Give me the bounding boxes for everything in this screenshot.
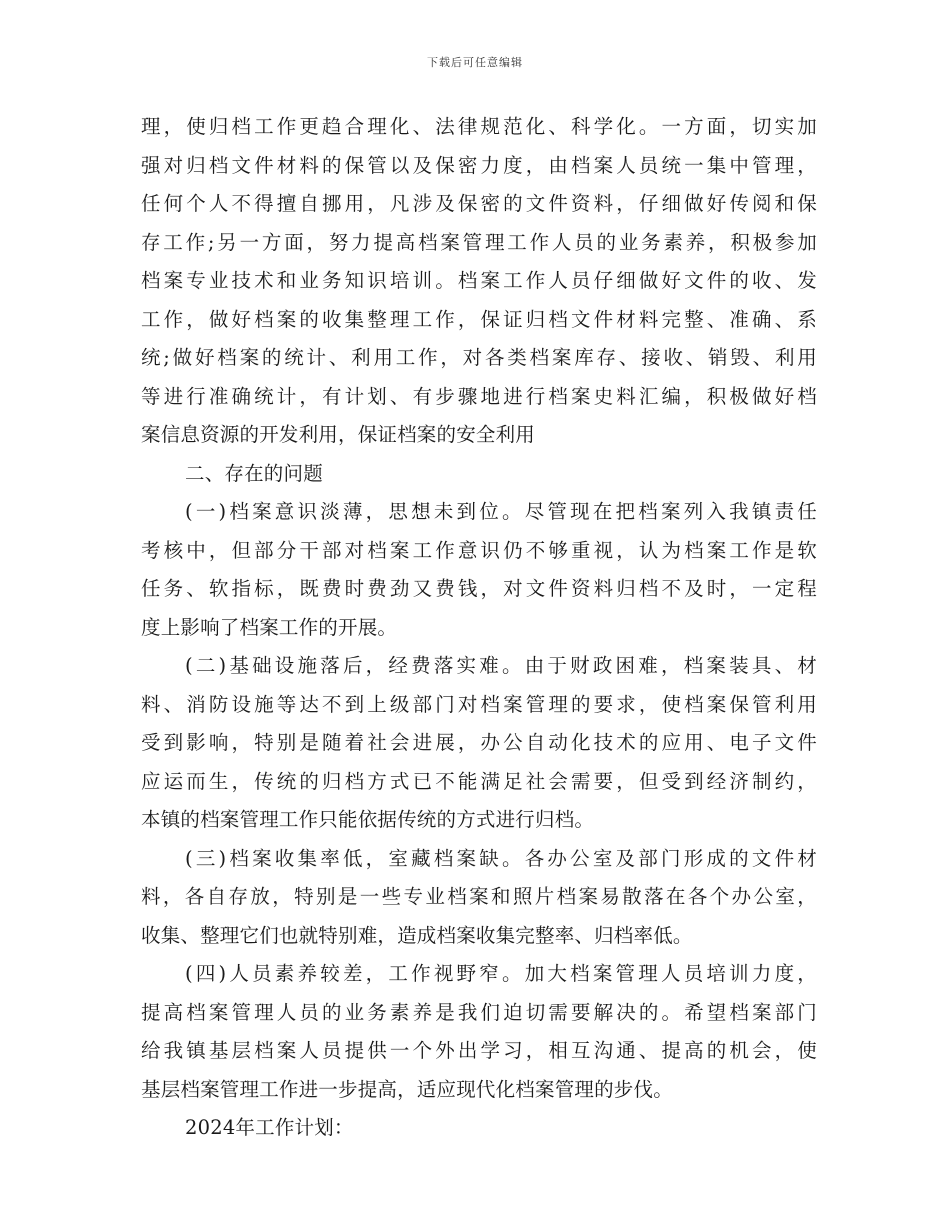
text-line: 案信息资源的开发利用，保证档案的安全利用 bbox=[141, 423, 536, 446]
text-line: 收集、整理它们也就特别难，造成档案收集完整率、归档率低。 bbox=[141, 923, 693, 947]
paragraph-first-line: (一)档案意识淡薄，思想未到位。尽管现在把档案列入我镇责任 bbox=[185, 500, 818, 523]
text-line: 应运而生，传统的归档方式已不能满足社会需要，但受到经济制约， bbox=[141, 769, 817, 793]
text-line: 任何个人不得擅自挪用，凡涉及保密的文件资料，仔细做好传阅和保 bbox=[141, 192, 817, 215]
page-header: 下载后可任意编辑 bbox=[427, 56, 523, 69]
text-line: 存工作;另一方面，努力提高档案管理工作人员的业务素养，积极参加 bbox=[141, 230, 817, 254]
text-line: 度上影响了档案工作的开展。 bbox=[141, 615, 398, 639]
text-line: 等进行准确统计，有计划、有步骤地进行档案史料汇编，积极做好档 bbox=[141, 384, 817, 408]
paragraph-first-line: (二)基础设施落后，经费落实难。由于财政困难，档案装具、材 bbox=[185, 654, 818, 677]
paragraph-first-line: (四)人员素养较差，工作视野窄。加大档案管理人员培训力度， bbox=[185, 962, 818, 985]
text-line: 本镇的档案管理工作只能依据传统的方式进行归档。 bbox=[141, 808, 595, 831]
text-line: 理，使归档工作更趋合理化、法律规范化、科学化。一方面，切实加 bbox=[141, 115, 817, 138]
text-line: 料、消防设施等达不到上级部门对档案管理的要求，使档案保管利用 bbox=[141, 692, 817, 716]
text-line: 受到影响，特别是随着社会进展，办公自动化技术的应用、电子文件 bbox=[141, 731, 817, 754]
text-line: 任务、软指标，既费时费劲又费钱，对文件资料归档不及时，一定程 bbox=[141, 577, 817, 600]
text-line: 给我镇基层档案人员提供一个外出学习，相互沟通、提高的机会，使 bbox=[141, 1039, 817, 1062]
text-line: 统;做好档案的统计、利用工作，对各类档案库存、接收、销毁、利用 bbox=[141, 346, 817, 369]
paragraph-first-line: (三)档案收集率低，室藏档案缺。各办公室及部门形成的文件材 bbox=[185, 846, 818, 870]
text-line: 基层档案管理工作进一步提高，适应现代化档案管理的步伐。 bbox=[141, 1077, 673, 1101]
text-line: 档案专业技术和业务知识培训。档案工作人员仔细做好文件的收、发 bbox=[141, 269, 817, 292]
text-line: 工作，做好档案的收集整理工作，保证归档文件材料完整、准确、系 bbox=[141, 307, 817, 331]
text-line: 提高档案管理人员的业务素养是我们迫切需要解决的。希望档案部门 bbox=[141, 1000, 817, 1024]
section-heading: 二、存在的问题 bbox=[185, 461, 323, 485]
document-body bbox=[141, 108, 817, 1148]
text-line: 强对归档文件材料的保管以及保密力度，由档案人员统一集中管理， bbox=[141, 153, 817, 177]
text-line: 料，各自存放，特别是一些专业档案和照片档案易散落在各个办公室， bbox=[141, 885, 817, 908]
text-line: 考核中，但部分干部对档案工作意识仍不够重视，认为档案工作是软 bbox=[141, 538, 817, 562]
section-heading: 2024年工作计划： bbox=[185, 1116, 354, 1139]
